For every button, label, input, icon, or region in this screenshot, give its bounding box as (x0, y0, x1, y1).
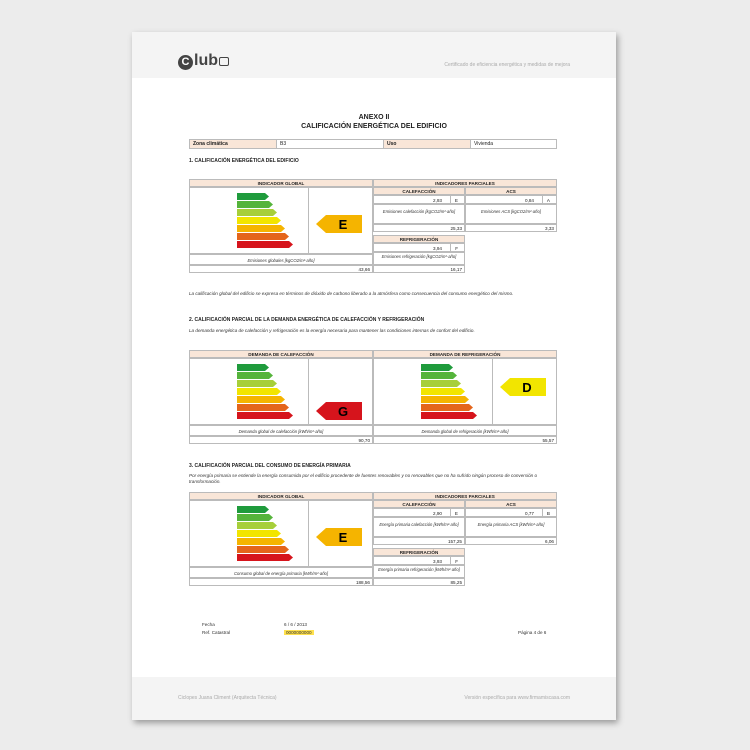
page-footer (132, 677, 616, 720)
page-number: Página 4 de 6 (518, 630, 547, 635)
s3-calef-value: 2,90 (433, 511, 442, 516)
s1-calef-desc: Emisiones calefacción [kgCO2/m²·año] (373, 204, 465, 224)
scale-bar-C (237, 522, 277, 529)
page-header (132, 32, 616, 78)
s1-global-box (189, 187, 373, 254)
s2-cool-total: 55,57 (373, 436, 557, 444)
s1-calefaccion-header: CALEFACCIÓN (373, 187, 465, 195)
s3-refrig-header: REFRIGERACIÓN (373, 548, 465, 556)
scale-bar-G (237, 241, 293, 248)
scale-bar-G (421, 412, 477, 419)
s2-cool-scale (421, 364, 483, 427)
s1-global-total: 43,66 (189, 265, 373, 273)
scale-bar-E (237, 538, 285, 545)
s1-refrig-value: 3,94 (433, 246, 442, 251)
s1-refrig-letter: F (455, 246, 458, 251)
rating-arrow-graphic (316, 402, 362, 420)
s2-heat-scale (237, 364, 299, 427)
rating-arrow-graphic (316, 528, 362, 546)
rating-letter: E (338, 217, 348, 232)
s3-calef-letter: E (454, 511, 458, 516)
rating-arrow-graphic (500, 378, 546, 396)
club-logo: C lub (178, 52, 229, 70)
scale-bar-G (237, 412, 293, 419)
s3-energy-scale (237, 506, 299, 569)
section-3-heading: 3. CALIFICACIÓN PARCIAL DEL CONSUMO DE ENERGÍA PRIMARIA (189, 463, 351, 469)
scale-bar-F (237, 404, 289, 411)
ref-value: 0000000000 (286, 630, 312, 635)
s1-calef-letter: E (454, 198, 458, 203)
scale-bar-A (421, 364, 453, 371)
energy-scale-graphic (237, 364, 299, 422)
s1-calef-total: 25,33 (373, 224, 465, 232)
s2-cool-desc: Demanda global de refrigeración [kWh/m²·año] (373, 425, 557, 436)
scale-bar-F (237, 546, 289, 553)
zone-table: Zona climática B3 Uso Vivienda (189, 139, 557, 149)
annex-title: ANEXO II CALIFICACIÓN ENERGÉTICA DEL EDIFICIO (301, 114, 447, 130)
s3-global-total: 188,56 (189, 578, 373, 586)
s1-energy-scale (237, 193, 299, 256)
s3-calefaccion-header: CALEFACCIÓN (373, 500, 465, 508)
scale-bar-B (237, 514, 273, 521)
s3-intro: Por energía primaria se entiende la energía consumida por el edificio procedente de fuentes renovables y no renovables que no ha sufrido ningún proceso de conversión o transformación. (189, 473, 538, 484)
s2-intro: La demanda energética de calefacción y refrigeración es la energía necesaria para mantener las condiciones internas de confort del edificio. (189, 328, 475, 333)
s3-partial-header: INDICADORES PARCIALES (373, 492, 557, 500)
s3-global-header: INDICADOR GLOBAL (189, 492, 373, 500)
s3-calef-desc: Energía primaria calefacción [kWh/m²·año] (373, 517, 465, 537)
s3-refrig-letter: F (455, 559, 458, 564)
s3-acs-letter: B (546, 511, 550, 516)
footer-left: Ciclopes Juana Climent (Arquitecta Técnica) (178, 695, 277, 701)
energy-scale-graphic (237, 193, 299, 251)
scale-bar-C (421, 380, 461, 387)
s1-note: La calificación global del edificio se expresa en términos de dióxido de carbono liberado a la atmósfera como consecuencia del consumo energético del mismo. (189, 291, 514, 296)
fecha-value: 6 / 6 / 2013 (284, 622, 307, 627)
s2-heat-desc: Demanda global de calefacción [kWh/m²·año] (189, 425, 373, 436)
fecha-label: Fecha (202, 622, 215, 627)
s1-global-header: INDICADOR GLOBAL (189, 179, 373, 187)
scale-bar-A (237, 193, 269, 200)
scale-bar-A (237, 364, 269, 371)
s1-rating-arrow (316, 215, 362, 238)
s1-refrig-total: 16,17 (373, 265, 465, 273)
rating-letter: E (338, 530, 348, 545)
s1-acs-total: 3,33 (465, 224, 557, 232)
s3-refrig-total: 85,25 (373, 578, 465, 586)
document-page (132, 32, 616, 720)
s2-cool-box (373, 358, 557, 425)
energy-scale-graphic (237, 506, 299, 564)
s1-refrig-header: REFRIGERACIÓN (373, 235, 465, 243)
scale-bar-E (237, 396, 285, 403)
s1-global-desc: Emisiones globales [kgCO2/m²·año] (189, 254, 373, 265)
s3-acs-value: 0,77 (525, 511, 534, 516)
logo-badge-icon (219, 57, 229, 66)
s3-acs-desc: Energía primaria ACS [kWh/m²·año] (465, 517, 557, 537)
s3-global-desc: Consumo global de energía primaria [kWh/m²·año] (189, 567, 373, 578)
scale-bar-F (421, 404, 473, 411)
scale-bar-B (237, 201, 273, 208)
s3-refrig-desc: Energía primaria refrigeración [kWh/m²·año] (373, 565, 465, 578)
scale-bar-C (237, 209, 277, 216)
header-tagline: Certificado de eficiencia energética y medidas de mejora (444, 62, 570, 68)
scale-bar-B (237, 372, 273, 379)
s3-refrig-value: 3,93 (433, 559, 442, 564)
s2-heat-total: 90,70 (189, 436, 373, 444)
energy-scale-graphic (421, 364, 483, 422)
section-1-heading: 1. CALIFICACIÓN ENERGÉTICA DEL EDIFICIO (189, 158, 299, 164)
scale-bar-E (237, 225, 285, 232)
s2-heat-rating-arrow (316, 402, 362, 425)
s2-heat-header: DEMANDA DE CALEFACCIÓN (189, 350, 373, 358)
s3-global-box (189, 500, 373, 567)
rating-letter: D (522, 380, 532, 395)
s1-acs-value: 0,84 (525, 198, 534, 203)
s2-cool-header: DEMANDA DE REFRIGERACIÓN (373, 350, 557, 358)
s1-acs-header: ACS (465, 187, 557, 195)
scale-bar-D (237, 217, 281, 224)
scale-bar-E (421, 396, 469, 403)
scale-bar-B (421, 372, 457, 379)
s3-calef-total: 157,25 (373, 537, 465, 545)
s2-heat-box (189, 358, 373, 425)
s1-calef-value: 2,93 (433, 198, 442, 203)
s3-acs-total: 6,06 (465, 537, 557, 545)
s2-cool-rating-arrow (500, 378, 546, 401)
s1-partial-header: INDICADORES PARCIALES (373, 179, 557, 187)
s1-acs-letter: A (546, 198, 550, 203)
scale-bar-C (237, 380, 277, 387)
scale-bar-G (237, 554, 293, 561)
s1-acs-desc: Emisiones ACS [kgCO2/m²·año] (465, 204, 557, 224)
scale-bar-D (237, 388, 281, 395)
ref-label: Ref. Catastral (202, 630, 231, 635)
scale-bar-D (237, 530, 281, 537)
scale-bar-D (421, 388, 465, 395)
rating-letter: G (337, 404, 349, 419)
s3-rating-arrow (316, 528, 362, 551)
footer-right: Versión específica para www.firmamiscasa.com (464, 695, 570, 701)
s1-refrig-desc: Emisiones refrigeración [kgCO2/m²·año] (373, 252, 465, 265)
rating-arrow-graphic (316, 215, 362, 233)
scale-bar-F (237, 233, 289, 240)
scale-bar-A (237, 506, 269, 513)
s3-acs-header: ACS (465, 500, 557, 508)
section-2-heading: 2. CALIFICACIÓN PARCIAL DE LA DEMANDA ENERGÉTICA DE CALEFACCIÓN Y REFRIGERACIÓN (189, 317, 425, 323)
